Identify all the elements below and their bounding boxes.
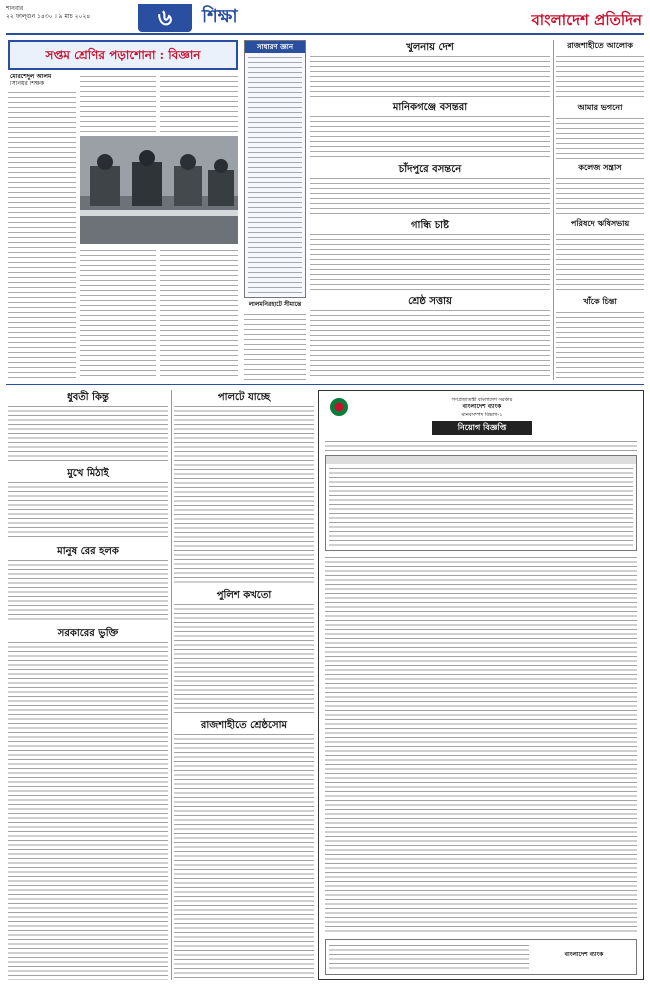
raj-head: রাজশাহীতে আলোক	[567, 40, 633, 50]
upper-lower-rule	[6, 384, 644, 385]
ad-footer-box	[325, 939, 637, 975]
chandpur-head: চাঁদপুরে বসন্তনে	[398, 164, 462, 174]
ad-body	[325, 555, 637, 935]
opar-body	[556, 116, 644, 160]
gopal-head: খাঁকে চিন্তা	[583, 296, 617, 306]
bottom7-body	[174, 732, 314, 980]
page-number-box	[138, 4, 192, 32]
ad-table-body	[329, 466, 633, 548]
bottom5-head: পালটে যাচ্ছে	[217, 392, 271, 402]
bottom4-head: সরকারের ভুক্তি	[57, 628, 119, 638]
masthead-logo: বাংলাদেশ প্রতিদিন	[531, 11, 642, 29]
teacher-role: সিনিয়র শিক্ষক	[10, 81, 45, 87]
feature-col-2b	[80, 248, 156, 380]
feature-col-3	[160, 74, 238, 134]
manikganj-body	[310, 114, 550, 160]
ad-table-header	[326, 456, 636, 464]
classroom-photo-image	[80, 136, 238, 244]
feature-banner	[8, 40, 238, 70]
gandhi-body	[310, 232, 550, 292]
khadija-body	[556, 176, 644, 216]
header-date: শনিবার	[6, 6, 24, 12]
ad-title: নিয়োগ বিজ্ঞপ্তি	[432, 421, 532, 435]
feature-banner-text: সপ্তম শ্রেণির পড়াশোনা : বিজ্ঞান	[45, 48, 201, 62]
chandpur-body	[310, 176, 550, 216]
bottom1-body	[8, 404, 168, 462]
feature-col-1	[8, 90, 76, 380]
khulna-body	[310, 54, 550, 98]
opar-head: আমার ভগনো	[577, 102, 623, 112]
raj-body	[556, 54, 644, 100]
bottom7-head: রাজশাহীতে শ্রেষ্ঠসোম	[200, 720, 288, 730]
ad-org-line3: মানবসম্পদ বিভাগ-১	[461, 412, 503, 418]
ad-table	[325, 455, 637, 551]
lower-col-rule	[171, 390, 172, 980]
feature-col-3b	[160, 248, 238, 380]
bottom3-head: মানুষ রের হলক	[57, 546, 119, 556]
bottom6-head: পুলিশ কখতো	[216, 590, 272, 600]
bottom2-body	[8, 480, 168, 538]
bottom1-head: ধুবতী কিন্তু	[67, 392, 109, 402]
header-date-full: ২২ ফাল্গুন ১৪৩০ । ৯ মার্চ ২০২৪	[6, 14, 91, 20]
lalmonir-body	[244, 312, 306, 380]
ad-footer-lines	[329, 943, 529, 971]
dinajpur-head: শ্রেষ্ঠ সত্তায়	[408, 296, 452, 306]
bottom3-body	[8, 558, 168, 622]
page-header	[6, 4, 644, 34]
classroom-photo	[80, 136, 238, 244]
univ-body	[556, 232, 644, 294]
gk-title: সাধারণ জ্ঞান	[245, 41, 305, 53]
ad-footer: বাংলাদেশ ব্যাংক	[564, 952, 604, 958]
khadija-head: কলেজ সন্ত্রাস	[578, 162, 622, 172]
bottom5-body	[174, 404, 314, 584]
section-title: শিক্ষা	[202, 6, 238, 27]
page-number: ৬	[157, 5, 173, 31]
gk-box	[244, 40, 306, 298]
gandhi-head: গান্ধি চাষ্ট	[410, 220, 449, 230]
ad-org-line1: গণপ্রজাতন্ত্রী বাংলাদেশ সরকার	[451, 397, 513, 403]
manikganj-head: মানিকগঞ্জে বসন্তরা	[392, 102, 468, 112]
khulna-head: খুলনায় দেশ	[406, 42, 454, 52]
teacher-name: মোরশেদুল আলম	[10, 74, 52, 80]
govt-logo-icon	[329, 397, 349, 417]
ad-org-line2: বাংলাদেশ ব্যাংক	[462, 404, 502, 410]
ad-intro	[325, 439, 637, 453]
recruitment-ad	[318, 390, 644, 980]
bottom2-head: মুখে মিঠাই	[67, 468, 109, 478]
bottom4-body	[8, 640, 168, 980]
lalmonir-head: লালমনিরহাটে সীমান্তে	[248, 301, 302, 308]
dinajpur-body	[310, 308, 550, 380]
right-col-rule	[553, 40, 554, 380]
univ-head: পরিষদে ঋষিসভায়	[570, 218, 630, 228]
bottom6-body	[174, 602, 314, 714]
gopal-body	[556, 310, 644, 380]
header-rule	[6, 33, 644, 35]
gk-content	[248, 55, 302, 295]
feature-col-2	[80, 74, 156, 134]
